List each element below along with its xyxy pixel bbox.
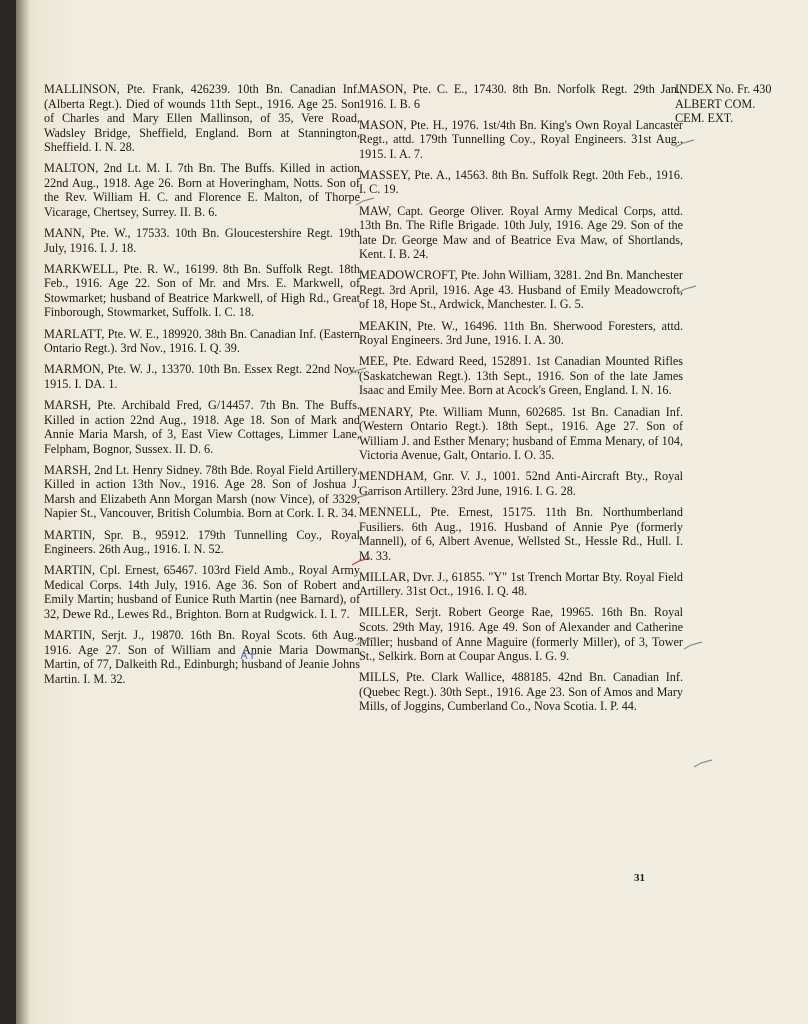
entry-name: MARLATT, [44, 326, 105, 341]
pencil-tick-icon [692, 758, 714, 772]
entry-name: MALLINSON, [44, 82, 120, 96]
entry-name: MALTON, [44, 161, 99, 176]
entry-name: MASON, [359, 82, 407, 96]
entry-name: MARMON, [44, 362, 104, 377]
entry-text: Pte. H., 1976. 1st/4th Bn. King's Own Royal Lancaster Regt., attd. 179th Tunnelling Coy., Royal Engineers. 31st Aug., 1915. I. A. 7. [359, 117, 683, 161]
entry-right-9 [359, 505, 683, 563]
entry-text: Pte. W. E., 189920. 38th Bn. Canadian Inf. (Eastern Ontario Regt.). 3rd Nov., 1916. I. Q. 39. [44, 326, 360, 356]
entry-left-8 [44, 528, 360, 557]
entry-left-5 [44, 362, 360, 391]
entry-left-7 [44, 463, 360, 521]
entry-name: MASON, [359, 117, 407, 132]
entry-text: Pte. Frank, 426239. 10th Bn. Canadian Inf. (Alberta Regt.). Died of wounds 11th Sept., 1916. Age 25. Son of Charles and Mary Ellen Mallinson, of 35, Vere Road, Wadsley Bridge, Sheffield, England. Born at Stannington, Sheffield. I. N. 28. [44, 82, 360, 155]
entry-text: Gnr. V. J., 1001. 52nd Anti-Aircraft Bty., Royal Garrison Artillery. 23rd June, 1916. I. G. 28. [359, 469, 683, 498]
entry-right-2 [359, 168, 683, 197]
entry-name: MARKWELL, [44, 261, 119, 276]
entry-text: Pte. R. W., 16199. 8th Bn. Suffolk Regt. 18th Feb., 1916. Age 22. Son of Mr. and Mrs. E. Markwell, of Stowmarket; husband of Beatrice Markwell, of High Rd., Great Finborough, Stowmarket, Suffolk. I. C. 18. [44, 261, 360, 320]
entry-right-12 [359, 670, 683, 714]
entry-right-6 [359, 354, 683, 398]
entry-right-4 [359, 268, 683, 312]
entry-name: MARSH, [44, 462, 91, 477]
entry-text: Cpl. Ernest, 65467. 103rd Field Amb., Royal Army Medical Corps. 14th July, 1916. Age 36. Son of Robert and Emily Martin; husband of Eunice Ruth Martin (nee Barnard), of 32, Dewe Rd., Lewes Rd., Brighton. Born at Rudgwick. I. I. 7. [44, 563, 360, 621]
entry-name: MEAKIN, [359, 318, 412, 333]
entry-right-5 [359, 319, 683, 348]
entry-text: Pte. Clark Wallice, 488185. 42nd Bn. Canadian Inf. (Quebec Regt.). 30th Sept., 1916. Age 23. Son of Amos and Mary Mills, of Joggins, Cumberland Co., Nova Scotia. I. P. 44. [359, 670, 683, 714]
entry-text: 2nd Lt. Henry Sidney. 78th Bde. Royal Field Artillery. Killed in action 13th Nov., 1916. Age 28. Son of Joshua J. Marsh and Elizabeth Ann Morgan Marsh (now Vince), of 3329, Napier St., Vancouver, British Columbia. Born at Cork. I. R. 34. [44, 462, 360, 521]
entry-name: MENDHAM, [359, 469, 428, 484]
entry-text: Serjt. Robert George Rae, 19965. 16th Bn. Royal Scots. 29th May, 1916. Age 49. Son of Alexander and Catherine Miller; husband of Anne Maguire (formerly Miller), of 3, Tower St., Selkirk. Born at Coupar Angus. I. G. 9. [359, 605, 683, 664]
entry-left-0 [44, 82, 360, 155]
entry-name: MEE, [359, 354, 389, 369]
entry-name: MILLS, [359, 670, 400, 685]
entry-left-4 [44, 327, 360, 356]
entry-name: MARTIN, [44, 627, 96, 642]
entry-name: MARTIN, [44, 527, 96, 542]
entry-name: MILLER, [359, 605, 409, 620]
index-number: INDEX No. Fr. 430 [675, 82, 772, 96]
book-gutter [16, 0, 30, 1024]
entry-text: Capt. George Oliver. Royal Army Medical Corps, attd. 13th Bn. The Rifle Brigade. 10th July, 1916. Age 29. Son of the late Dr. George Maw and of Beatrice Eva Maw, of Shortlands, Kent. I. B. 24. [359, 203, 683, 262]
register-page [16, 0, 808, 1024]
entry-left-10 [44, 628, 360, 686]
entry-text: Pte. Archibald Fred, G/14457. 7th Bn. The Buffs. Killed in action 22nd Aug., 1918. Age 18. Son of Mark and Annie Maria Marsh, of 3, East View Cottages, Limmer Lane, Felpham, Bognor, Sussex. II. D. 6. [44, 397, 360, 456]
entry-text: Pte. W., 16496. 11th Bn. Sherwood Foresters, attd. Royal Engineers. 3rd June, 1916. I. A. 30. [359, 318, 683, 348]
entry-name: MAW, [359, 203, 392, 218]
entry-right-1 [359, 118, 683, 162]
page-number: 31 [634, 872, 645, 884]
entry-right-10 [359, 570, 683, 599]
entry-text: Pte. C. E., 17430. 8th Bn. Norfolk Regt. 29th Jan., 1916. I. B. 6 [359, 82, 683, 111]
entry-name: MARTIN, [44, 563, 96, 578]
entry-name: MANN, [44, 226, 85, 241]
entry-right-7 [359, 405, 683, 463]
entry-text: Pte. W. J., 13370. 10th Bn. Essex Regt. 22nd Nov., 1915. I. DA. 1. [44, 362, 360, 391]
index-reference [675, 82, 805, 126]
entry-text: Pte. W., 17533. 10th Bn. Gloucestershire Regt. 19th July, 1916. I. J. 18. [44, 226, 360, 255]
entry-text: 2nd Lt. M. I. 7th Bn. The Buffs. Killed in action 22nd Aug., 1918. Age 26. Born at Hoveringham, Notts. Son of the Rev. William H. C. and Florence E. Malton, of Thorpe Vicarage, Chertsey, Surrey. II. B. 6. [44, 161, 360, 219]
entry-left-2 [44, 226, 360, 255]
entry-left-6 [44, 398, 360, 456]
entry-right-8 [359, 469, 683, 498]
entry-name: MENNELL, [359, 505, 422, 520]
entry-name: MENARY, [359, 404, 414, 419]
cemetery-name: ALBERT COM. [675, 96, 756, 111]
entry-name: MEADOWCROFT, [359, 268, 458, 283]
entry-text: Dvr. J., 61855. "Y" 1st Trench Mortar Bty. Royal Field Artillery. 31st Oct., 1916. I. Q. 48. [359, 569, 683, 599]
entry-text: Pte. Edward Reed, 152891. 1st Canadian Mounted Rifles (Saskatchewan Regt.). 13th Sept., 1916. Son of the late James Isaac and Emily Mee. Born at Acock's Green, England. I. N. 16. [359, 354, 683, 398]
pencil-tick-icon [682, 640, 704, 654]
entry-left-1 [44, 161, 360, 219]
entry-name: MASSEY, [359, 167, 411, 182]
entry-text: Pte. A., 14563. 8th Bn. Suffolk Regt. 20th Feb., 1916. I. C. 19. [359, 167, 683, 197]
entry-left-9 [44, 563, 360, 621]
cemetery-extension: CEM. EXT. [675, 111, 734, 126]
entry-text: Serjt. J., 19870. 16th Bn. Royal Scots. 6th Aug., 1916. Age 27. Son of William and Annie Maria Dowman Martin, of 77, Dalkeith Rd., Edinburgh; husband of Jeanie Johns Martin. I. M. 32. [44, 627, 360, 686]
entry-right-3 [359, 204, 683, 262]
entry-text: Pte. John William, 3281. 2nd Bn. Manchester Regt. 3rd April, 1916. Age 43. Husband of Emily Meadowcroft, of 18, Hope St., Ardwick, Manchester. I. G. 5. [359, 268, 683, 312]
entry-name: MARSH, [44, 397, 91, 412]
entry-right-0 [359, 82, 683, 111]
right-column [359, 82, 683, 721]
entry-left-3 [44, 262, 360, 320]
entry-text: Pte. Ernest, 15175. 11th Bn. Northumberland Fusiliers. 6th Aug., 1916. Husband of Annie Pye (formerly Mannell), of 6, Albert Avenue, Wellsted St., Hessle Rd., Hull. I. M. 33. [359, 505, 683, 563]
left-column [44, 82, 360, 693]
entry-name: MILLAR, [359, 569, 410, 584]
entry-right-11 [359, 605, 683, 663]
entry-text: Spr. B., 95912. 179th Tunnelling Coy., Royal Engineers. 26th Aug., 1916. I. N. 52. [44, 527, 360, 557]
entry-text: Pte. William Munn, 602685. 1st Bn. Canadian Inf. (Western Ontario Regt.). 18th Sept., 1916. Age 27. Son of William J. and Esther Menary; husband of Emma Menary, of 104, Victoria Avenue, Galt, Ontario. I. O. 35. [359, 404, 683, 463]
